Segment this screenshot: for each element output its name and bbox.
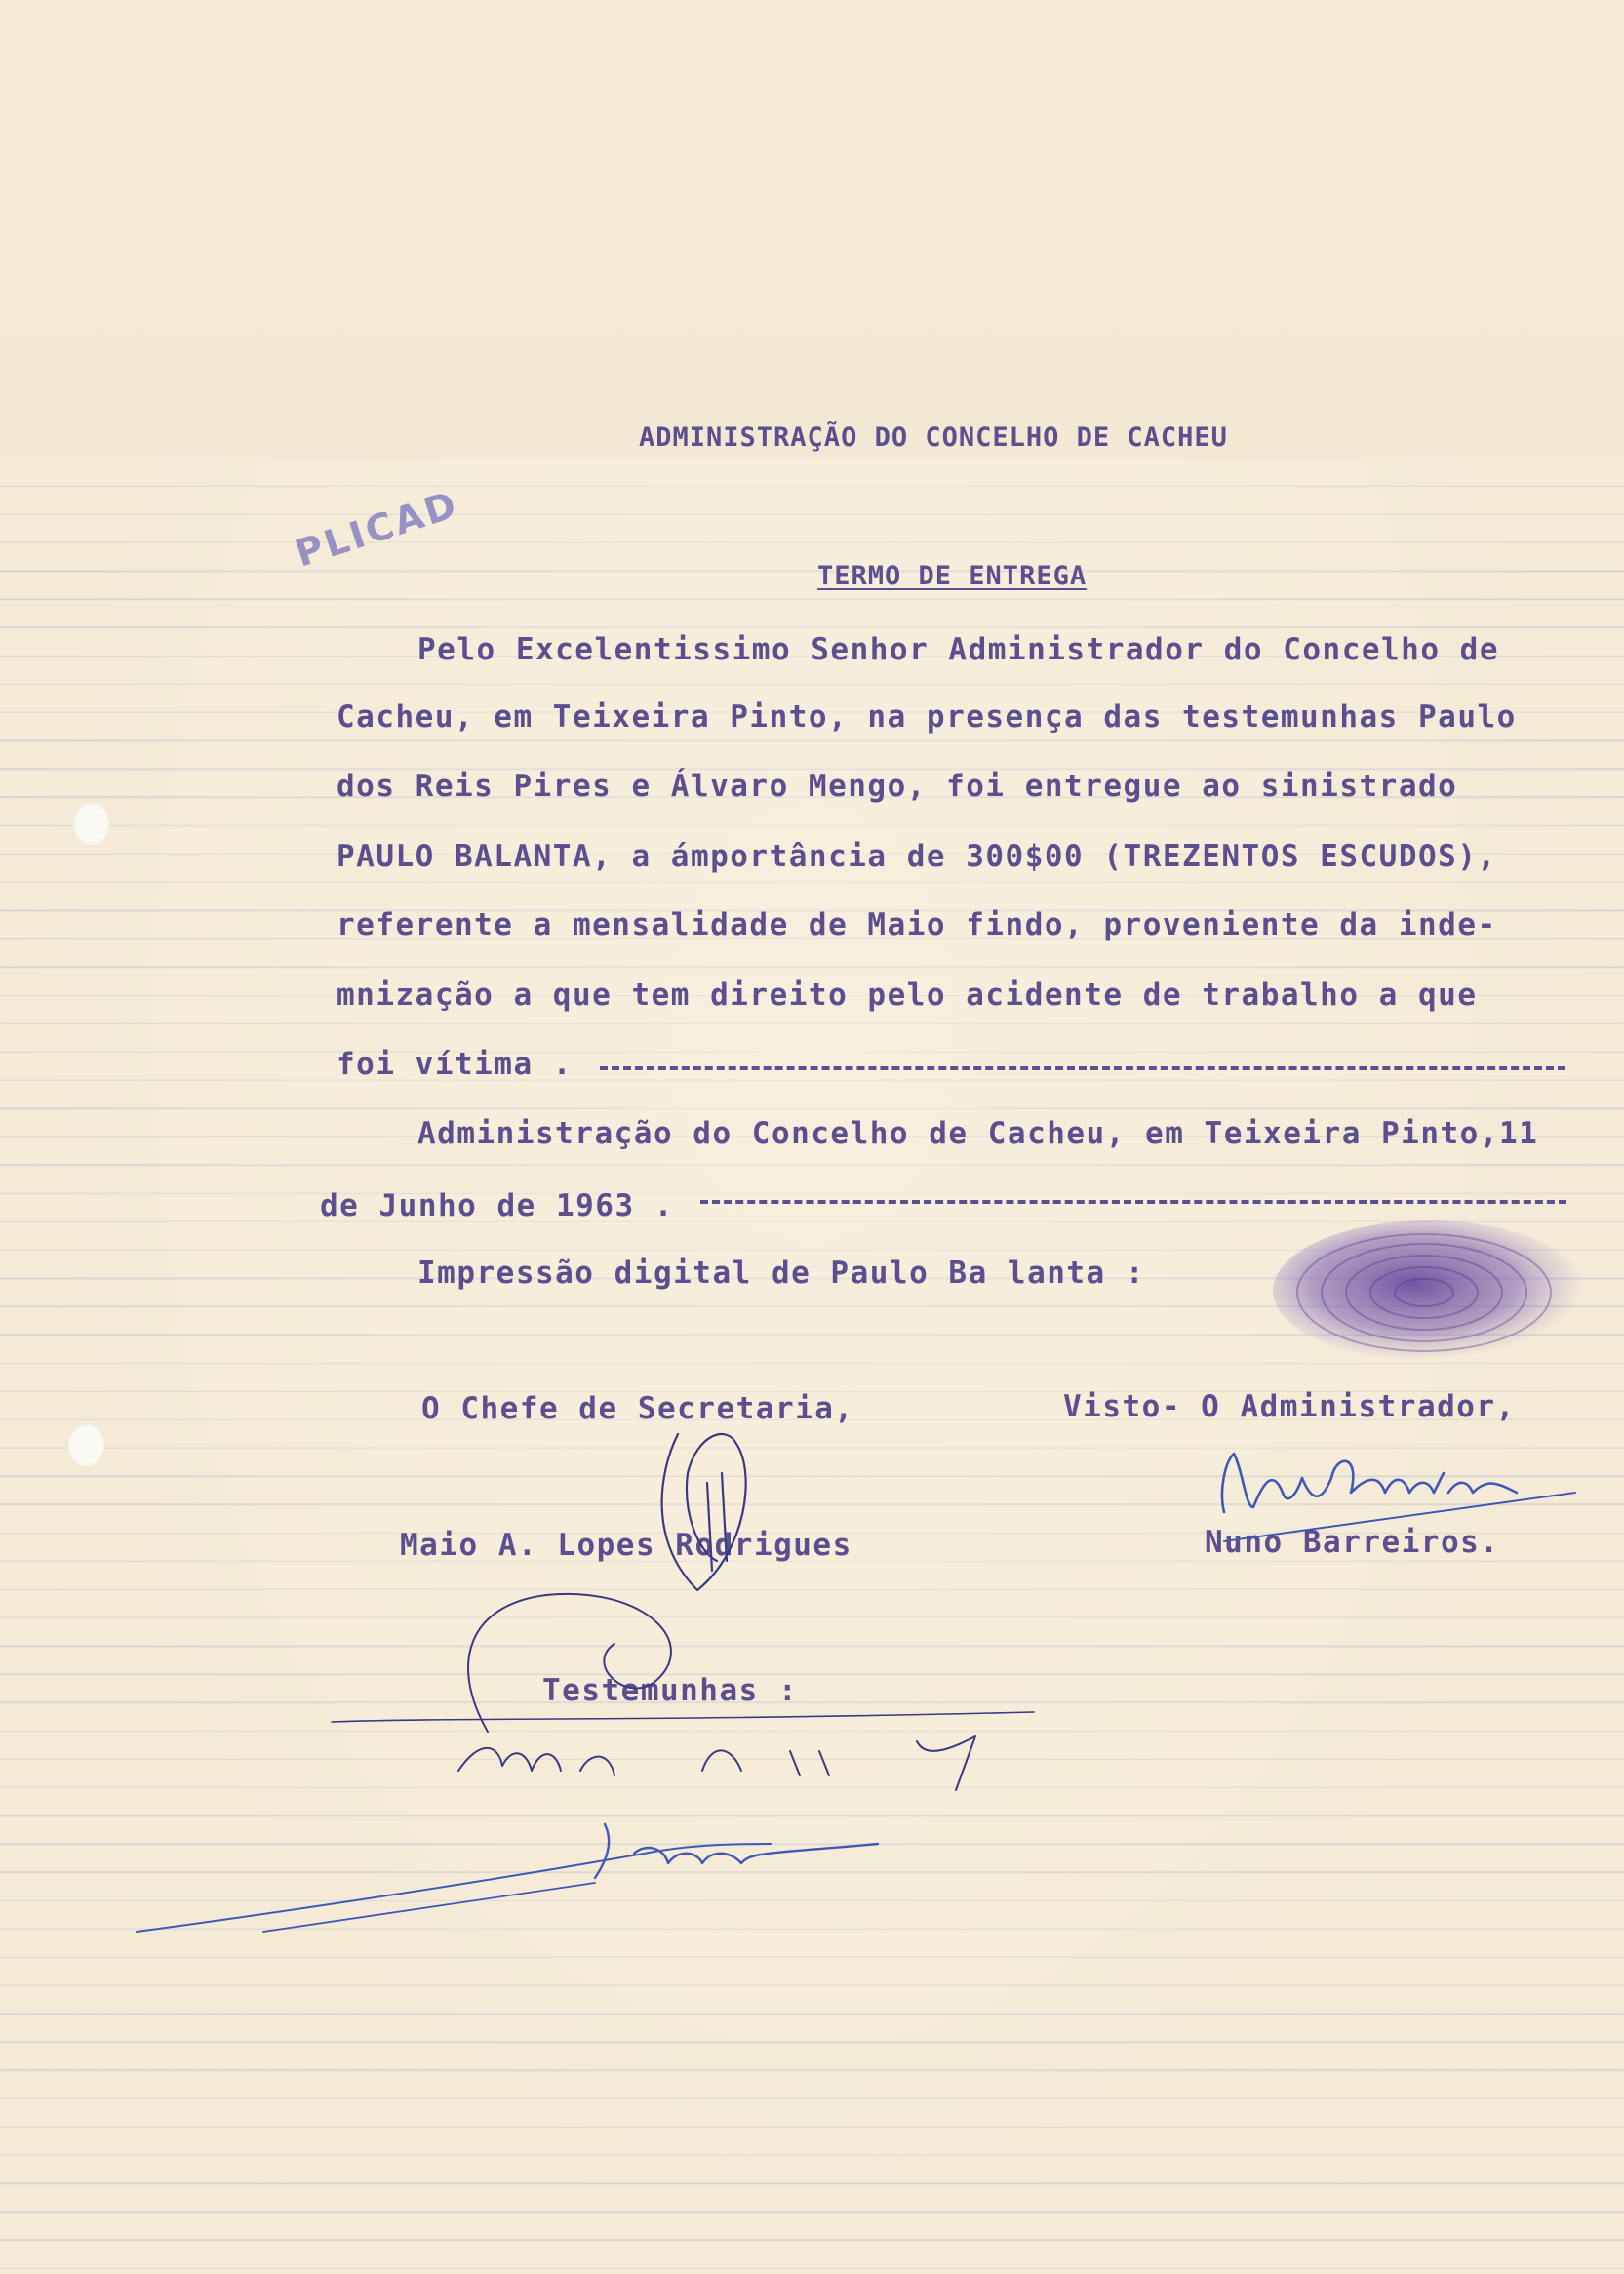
- signature-witness-2: [137, 1805, 897, 1941]
- left-signatory-name: Maio A. Lopes Rodrigues: [400, 1528, 852, 1563]
- paragraph-line-2: Cacheu, em Teixeira Pinto, na presença das testemunhas Paulo: [337, 699, 1517, 735]
- paragraph-line-6: mnização a que tem direito pelo acidente de trabalho a que: [337, 977, 1478, 1013]
- fingerprint-impression: [1268, 1215, 1590, 1371]
- left-signatory-role: O Chefe de Secretaria,: [421, 1391, 854, 1426]
- paragraph-line-3: dos Reis Pires e Álvaro Mengo, foi entregue ao sinistrado: [337, 769, 1458, 804]
- paragraph-line-7: foi vítima .: [337, 1047, 573, 1082]
- document-header: ADMINISTRAÇÃO DO CONCELHO DE CACHEU: [639, 422, 1228, 453]
- paragraph-line-1: Pelo Excelentissimo Senhor Administrador do Concelho de: [417, 632, 1499, 667]
- fingerprint-label: Impressão digital de Paulo Ba lanta :: [417, 1256, 1146, 1291]
- fill-dashes-1: [600, 1066, 1565, 1070]
- right-signatory-name: Nuno Barreiros.: [1205, 1525, 1500, 1560]
- punch-hole-lower: [67, 1423, 104, 1466]
- place-line: Administração do Concelho de Cacheu, em Teixeira Pinto,11: [417, 1116, 1539, 1151]
- witnesses-label: Testemunhas :: [542, 1673, 799, 1708]
- punch-hole-upper: [72, 802, 109, 845]
- signature-witness-1: [332, 1576, 1034, 1810]
- date-line: de Junho de 1963 .: [320, 1188, 674, 1223]
- fill-dashes-2: [700, 1200, 1566, 1204]
- signature-administrador: [1205, 1434, 1595, 1561]
- paragraph-line-5: referente a mensalidade de Maio findo, proveniente da inde-: [337, 907, 1497, 942]
- right-signatory-role: Visto- O Administrador,: [1063, 1389, 1516, 1424]
- paragraph-line-4: PAULO BALANTA, a ámportância de 300$00 (TREZENTOS ESCUDOS),: [337, 839, 1497, 874]
- faded-stamp: PLICAD: [290, 482, 464, 576]
- blank-top-margin: [0, 0, 1624, 459]
- document-title: TERMO DE ENTREGA: [817, 561, 1088, 591]
